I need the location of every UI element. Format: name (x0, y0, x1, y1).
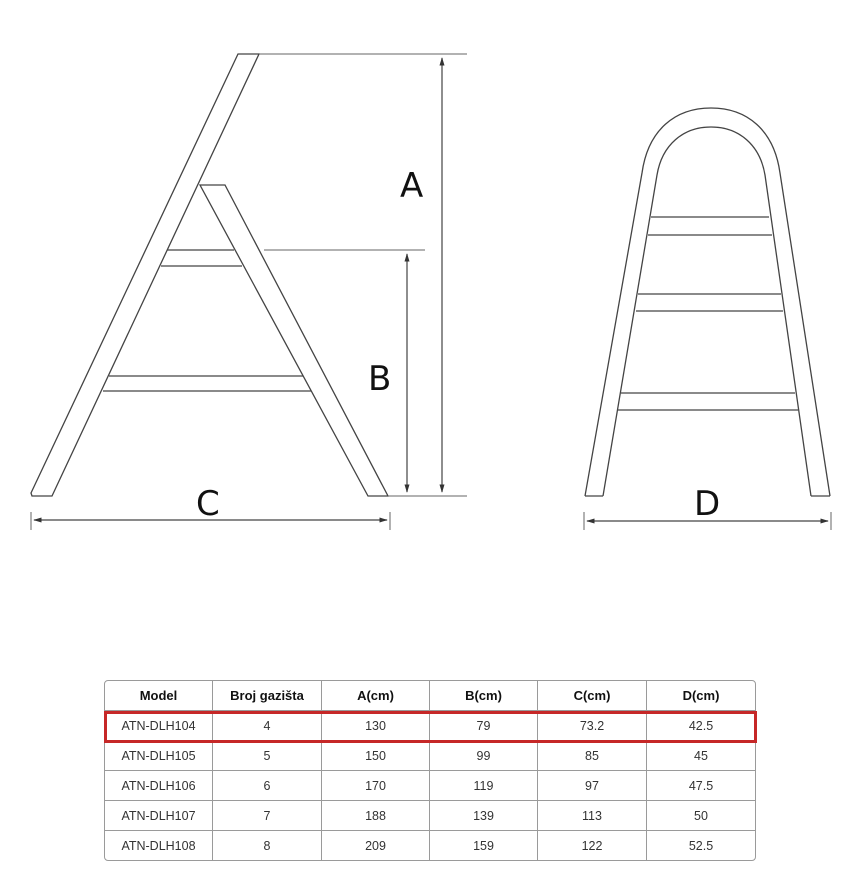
cell-model: ATN-DLH106 (105, 771, 213, 801)
cell-c: 97 (538, 771, 647, 801)
front-leg (31, 54, 259, 496)
table-header-row (105, 681, 755, 711)
side-view (31, 54, 467, 496)
cell-a: 150 (322, 741, 430, 771)
table-row (105, 711, 755, 741)
label-d: D (694, 484, 721, 524)
header-b: B(cm) (430, 681, 538, 711)
cell-steps: 7 (213, 801, 322, 831)
cell-d: 47.5 (647, 771, 755, 801)
frame-outer (585, 108, 830, 496)
cell-model: ATN-DLH104 (105, 711, 213, 741)
cell-steps: 5 (213, 741, 322, 771)
label-a: A (400, 166, 424, 206)
cell-a: 170 (322, 771, 430, 801)
label-b: B (368, 359, 392, 399)
cell-model: ATN-DLH105 (105, 741, 213, 771)
table-row (105, 831, 755, 860)
cell-b: 119 (430, 771, 538, 801)
header-model: Model (105, 681, 213, 711)
header-c: C(cm) (538, 681, 647, 711)
cell-a: 188 (322, 801, 430, 831)
cell-a: 209 (322, 831, 430, 860)
table-row (105, 801, 755, 831)
cell-steps: 8 (213, 831, 322, 860)
cell-c: 122 (538, 831, 647, 860)
cell-b: 139 (430, 801, 538, 831)
front-view (585, 108, 830, 496)
cell-steps: 6 (213, 771, 322, 801)
header-steps: Broj gazišta (213, 681, 322, 711)
header-d: D(cm) (647, 681, 755, 711)
table-row (105, 741, 755, 771)
cell-d: 42.5 (647, 711, 755, 741)
header-a: A(cm) (322, 681, 430, 711)
cell-model: ATN-DLH108 (105, 831, 213, 860)
cell-model: ATN-DLH107 (105, 801, 213, 831)
table-row (105, 771, 755, 801)
cell-d: 50 (647, 801, 755, 831)
cell-c: 113 (538, 801, 647, 831)
cell-c: 73.2 (538, 711, 647, 741)
cell-d: 52.5 (688, 838, 714, 853)
cell-d: 45 (647, 741, 755, 771)
cell-b: 79 (430, 711, 538, 741)
label-c: C (196, 484, 220, 524)
cell-b: 99 (430, 741, 538, 771)
cell-c: 85 (538, 741, 647, 771)
cell-a: 130 (322, 711, 430, 741)
cell-steps: 4 (213, 711, 322, 741)
cell-b: 159 (430, 831, 538, 860)
specifications-table (104, 680, 756, 861)
rear-leg (200, 185, 388, 496)
